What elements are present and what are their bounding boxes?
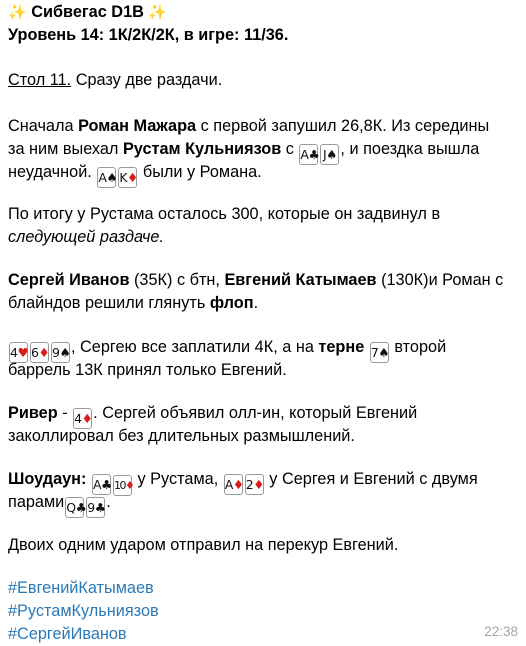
text: , и поездка вышла — [340, 140, 480, 158]
card-rank: 9 — [87, 500, 95, 515]
paragraph-showdown-line2 — [8, 491, 111, 518]
turn-card — [369, 338, 390, 360]
showdown-rustam-cards — [91, 470, 134, 492]
card-suit-icon: ♦ — [127, 170, 138, 185]
playing-card — [370, 342, 389, 363]
playing-card — [65, 497, 87, 518]
card-suit-icon: ♣ — [94, 500, 106, 515]
hashtag-link[interactable]: #РустамКульниязов — [8, 602, 159, 620]
card-rank: A — [98, 170, 107, 185]
text: , Сергею все заплатили 4К, а на — [71, 338, 319, 356]
card-rank: K — [119, 170, 128, 185]
player-name: Роман Мажара — [78, 117, 197, 135]
table-label: Стол 11. — [8, 71, 72, 89]
paragraph-result-line2: следующей раздаче. — [8, 228, 164, 246]
card-suit-icon: ♦ — [38, 345, 50, 360]
text: с первой запушил 26,8К. Из середины — [196, 117, 490, 135]
text: парами — [8, 493, 65, 511]
text: . — [253, 294, 259, 312]
text: блайндов решили глянуть — [8, 294, 210, 312]
paragraph-first-hand-line1 — [8, 115, 489, 138]
card-suit-icon: ♥ — [17, 345, 29, 360]
hashtag-link[interactable]: #ЕвгенийКатымаев — [8, 579, 154, 597]
card-rank: 7 — [370, 345, 379, 360]
paragraph-second-hand-line1 — [8, 269, 503, 292]
text: - — [57, 404, 73, 422]
card-rank: 10 — [113, 479, 125, 492]
card-rank: 9 — [52, 345, 60, 360]
card-rank: A — [92, 477, 102, 492]
post-title: Сибвегас D1B — [31, 3, 144, 21]
paragraph-table — [8, 69, 222, 92]
table-text: Сразу две раздачи. — [71, 71, 223, 89]
river-word: Ривер — [8, 404, 58, 422]
card-suit-icon: ♠ — [59, 345, 71, 360]
turn-word: терне — [318, 338, 365, 356]
playing-card — [299, 144, 318, 165]
paragraph-flop-line2: баррель 13К принял только Евгений. — [8, 361, 287, 379]
text: (35К) с бтн, — [129, 271, 225, 289]
card-suit-icon: ♦ — [232, 477, 244, 492]
card-rank: 4 — [74, 411, 82, 426]
player-name: Сергей Иванов — [8, 271, 130, 289]
paragraph-first-hand-line3 — [8, 161, 262, 188]
showdown-sergey-cards — [223, 470, 265, 492]
card-rank: A — [300, 147, 309, 162]
card-suit-icon: ♦ — [81, 411, 93, 426]
text: с — [281, 140, 299, 158]
playing-card — [245, 474, 264, 495]
roman-hand-cards — [96, 163, 138, 185]
card-rank: A — [224, 477, 233, 492]
showdown-evgeny-cards — [64, 493, 106, 515]
message-timestamp: 22:38 — [484, 624, 518, 639]
river-card — [72, 404, 93, 426]
flop-cards — [8, 338, 71, 360]
playing-card — [113, 475, 132, 496]
level-line: Уровень 14: 1К/2К/2К, в игре: 11/36. — [8, 26, 289, 44]
text: (130К)и Роман с — [376, 271, 504, 289]
card-suit-icon: ♠ — [326, 147, 337, 162]
card-suit-icon: ♠ — [378, 345, 389, 360]
flop-word: флоп — [209, 294, 254, 312]
message-body — [8, 0, 520, 645]
text: . — [106, 493, 111, 511]
card-rank: J — [322, 147, 327, 162]
player-name: Рустам Кульниязов — [122, 140, 282, 158]
card-suit-icon: ♣ — [101, 477, 112, 492]
post-title-line — [8, 1, 167, 25]
text: у Сергея и Евгений с двумя — [264, 470, 478, 488]
paragraph-result-line1: По итогу у Рустама осталось 300, которые он задвинул в — [8, 205, 441, 223]
card-rank: Q — [66, 500, 76, 515]
text: . Сергей объявил олл-ин, который Евгений — [93, 404, 418, 422]
card-suit-icon: ♣ — [308, 147, 320, 162]
card-suit-icon: ♣ — [75, 500, 87, 515]
sparkle-icon: ✨ — [8, 4, 27, 21]
text: за ним выехал — [8, 140, 123, 158]
playing-card — [320, 144, 339, 165]
text: были у Романа. — [138, 163, 262, 181]
text: второй — [389, 338, 447, 356]
card-suit-icon: ♦ — [253, 477, 264, 492]
sparkle-icon: ✨ — [148, 4, 168, 21]
player-name: Евгений Катымаев — [224, 271, 377, 289]
card-suit-icon: ♦ — [124, 479, 134, 492]
paragraph-river-line2: заколлировал без длительных размышлений. — [8, 427, 355, 445]
card-rank: 6 — [31, 345, 39, 360]
text: у Рустама, — [132, 470, 223, 488]
text: неудачной. — [8, 163, 97, 181]
rustam-hand-cards — [298, 140, 340, 162]
hashtag-link[interactable]: #СергейИванов — [8, 625, 127, 643]
text: Сначала — [8, 117, 79, 135]
playing-card — [118, 167, 137, 188]
showdown-word: Шоудаун: — [8, 470, 87, 488]
card-rank: 2 — [245, 477, 254, 492]
paragraph-second-hand-line2 — [8, 292, 258, 315]
card-suit-icon: ♠ — [106, 170, 118, 185]
playing-card — [86, 497, 105, 518]
playing-card — [97, 167, 116, 188]
playing-card — [224, 474, 243, 495]
card-rank: 4 — [10, 345, 18, 360]
paragraph-conclusion: Двоих одним ударом отправил на перекур Евгений. — [8, 536, 399, 554]
